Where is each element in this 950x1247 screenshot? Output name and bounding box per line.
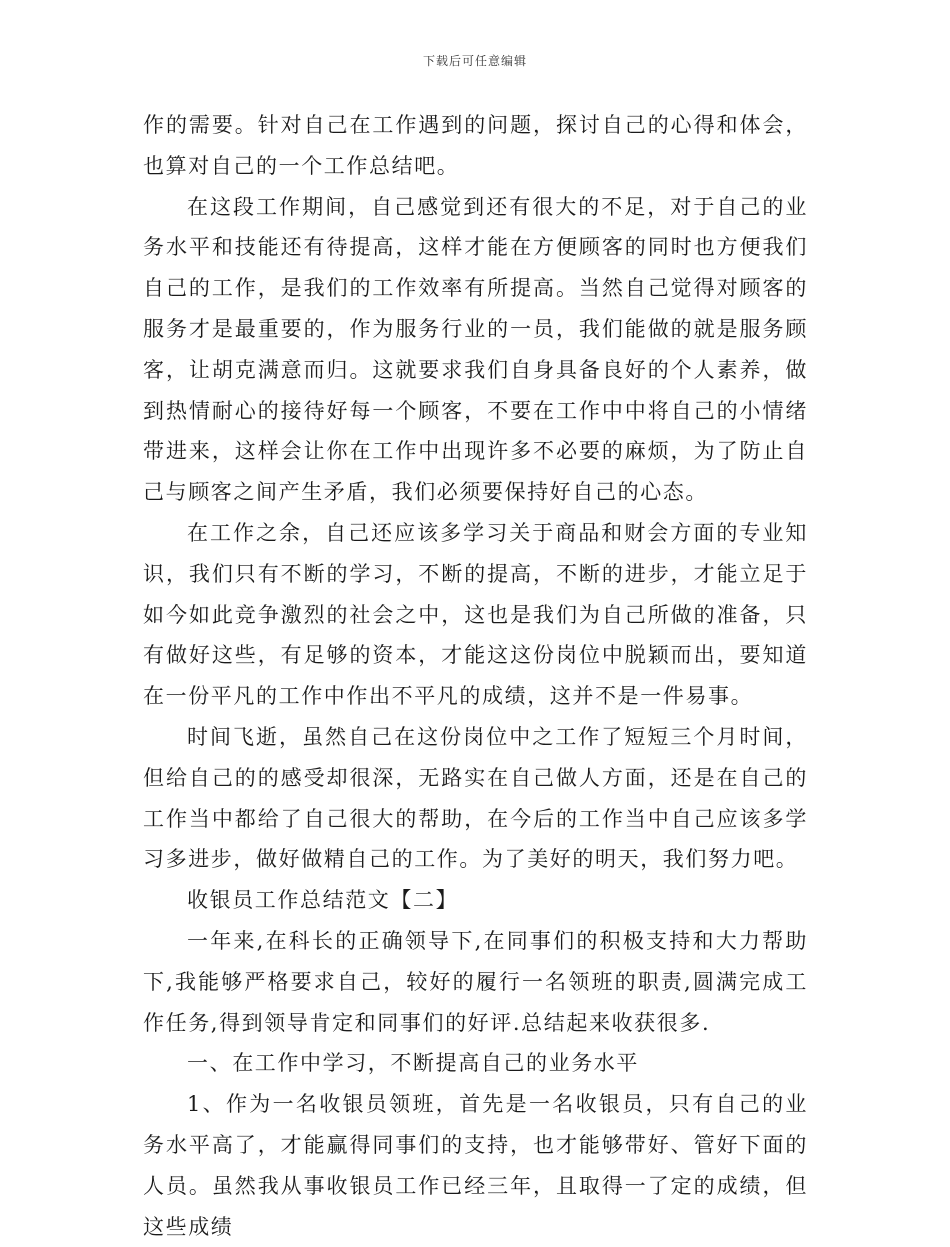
paragraph-continuation: 作的需要。针对自己在工作遇到的问题，探讨自己的心得和体会，也算对自己的一个工作总结吧。 xyxy=(143,113,808,178)
document-body xyxy=(143,105,808,1247)
section-title: 收银员工作总结范文【二】 xyxy=(187,888,459,913)
paragraph-cashier-lead: 1、作为一名收银员领班，首先是一名收银员，只有自己的业务水平高了，才能赢得同事们的支持，也才能够带好、管好下面的人员。虽然我从事收银员工作已经三年，且取得一了定的成绩，但这些成绩 xyxy=(143,1092,808,1239)
paragraph-time-flies: 时间飞逝，虽然自己在这份岗位中之工作了短短三个月时间，但给自己的的感受却很深，无路实在自己做人方面，还是在自己的工作当中都给了自己很大的帮助，在今后的工作当中自己应该多学习多进步，做好做精自己的工作。为了美好的明天，我们努力吧。 xyxy=(143,724,808,872)
paragraph-study-after-work: 在工作之余，自己还应该多学习关于商品和财会方面的专业知识，我们只有不断的学习，不断的提高，不断的进步，才能立足于如今如此竞争激烈的社会之中，这也是我们为自己所做的准备，只有做好这些，有足够的资本，才能这这份岗位中脱颖而出，要知道在一份平凡的工作中作出不平凡的成绩，这并不是一件易事。 xyxy=(143,520,808,709)
paragraph-year-review: 一年来,在科长的正确领导下,在同事们的积极支持和大力帮助下,我能够严格要求自己，较好的履行一名领班的职责,圆满完成工作任务,得到领导肯定和同事们的好评.总结起来收获很多. xyxy=(143,928,808,1035)
page-header: 下载后可任意编辑 xyxy=(422,54,527,68)
paragraph-work-shortcomings: 在这段工作期间，自己感觉到还有很大的不足，对于自己的业务水平和技能还有待提高，这样才能在方便顾客的同时也方便我们自己的工作，是我们的工作效率有所提高。当然自己觉得对顾客的服务才是最重要的，作为服务行业的一员，我们能做的就是服务顾客，让胡克满意而归。这就要求我们自身具备良好的个人素养，做到热情耐心的接待好每一个顾客，不要在工作中中将自己的小情绪带进来，这样会让你在工作中出现许多不必要的麻烦，为了防止自己与顾客之间产生矛盾，我们必须要保持好自己的心态。 xyxy=(143,194,808,505)
subheading-learning: 一、在工作中学习，不断提高自己的业务水平 xyxy=(187,1051,639,1076)
